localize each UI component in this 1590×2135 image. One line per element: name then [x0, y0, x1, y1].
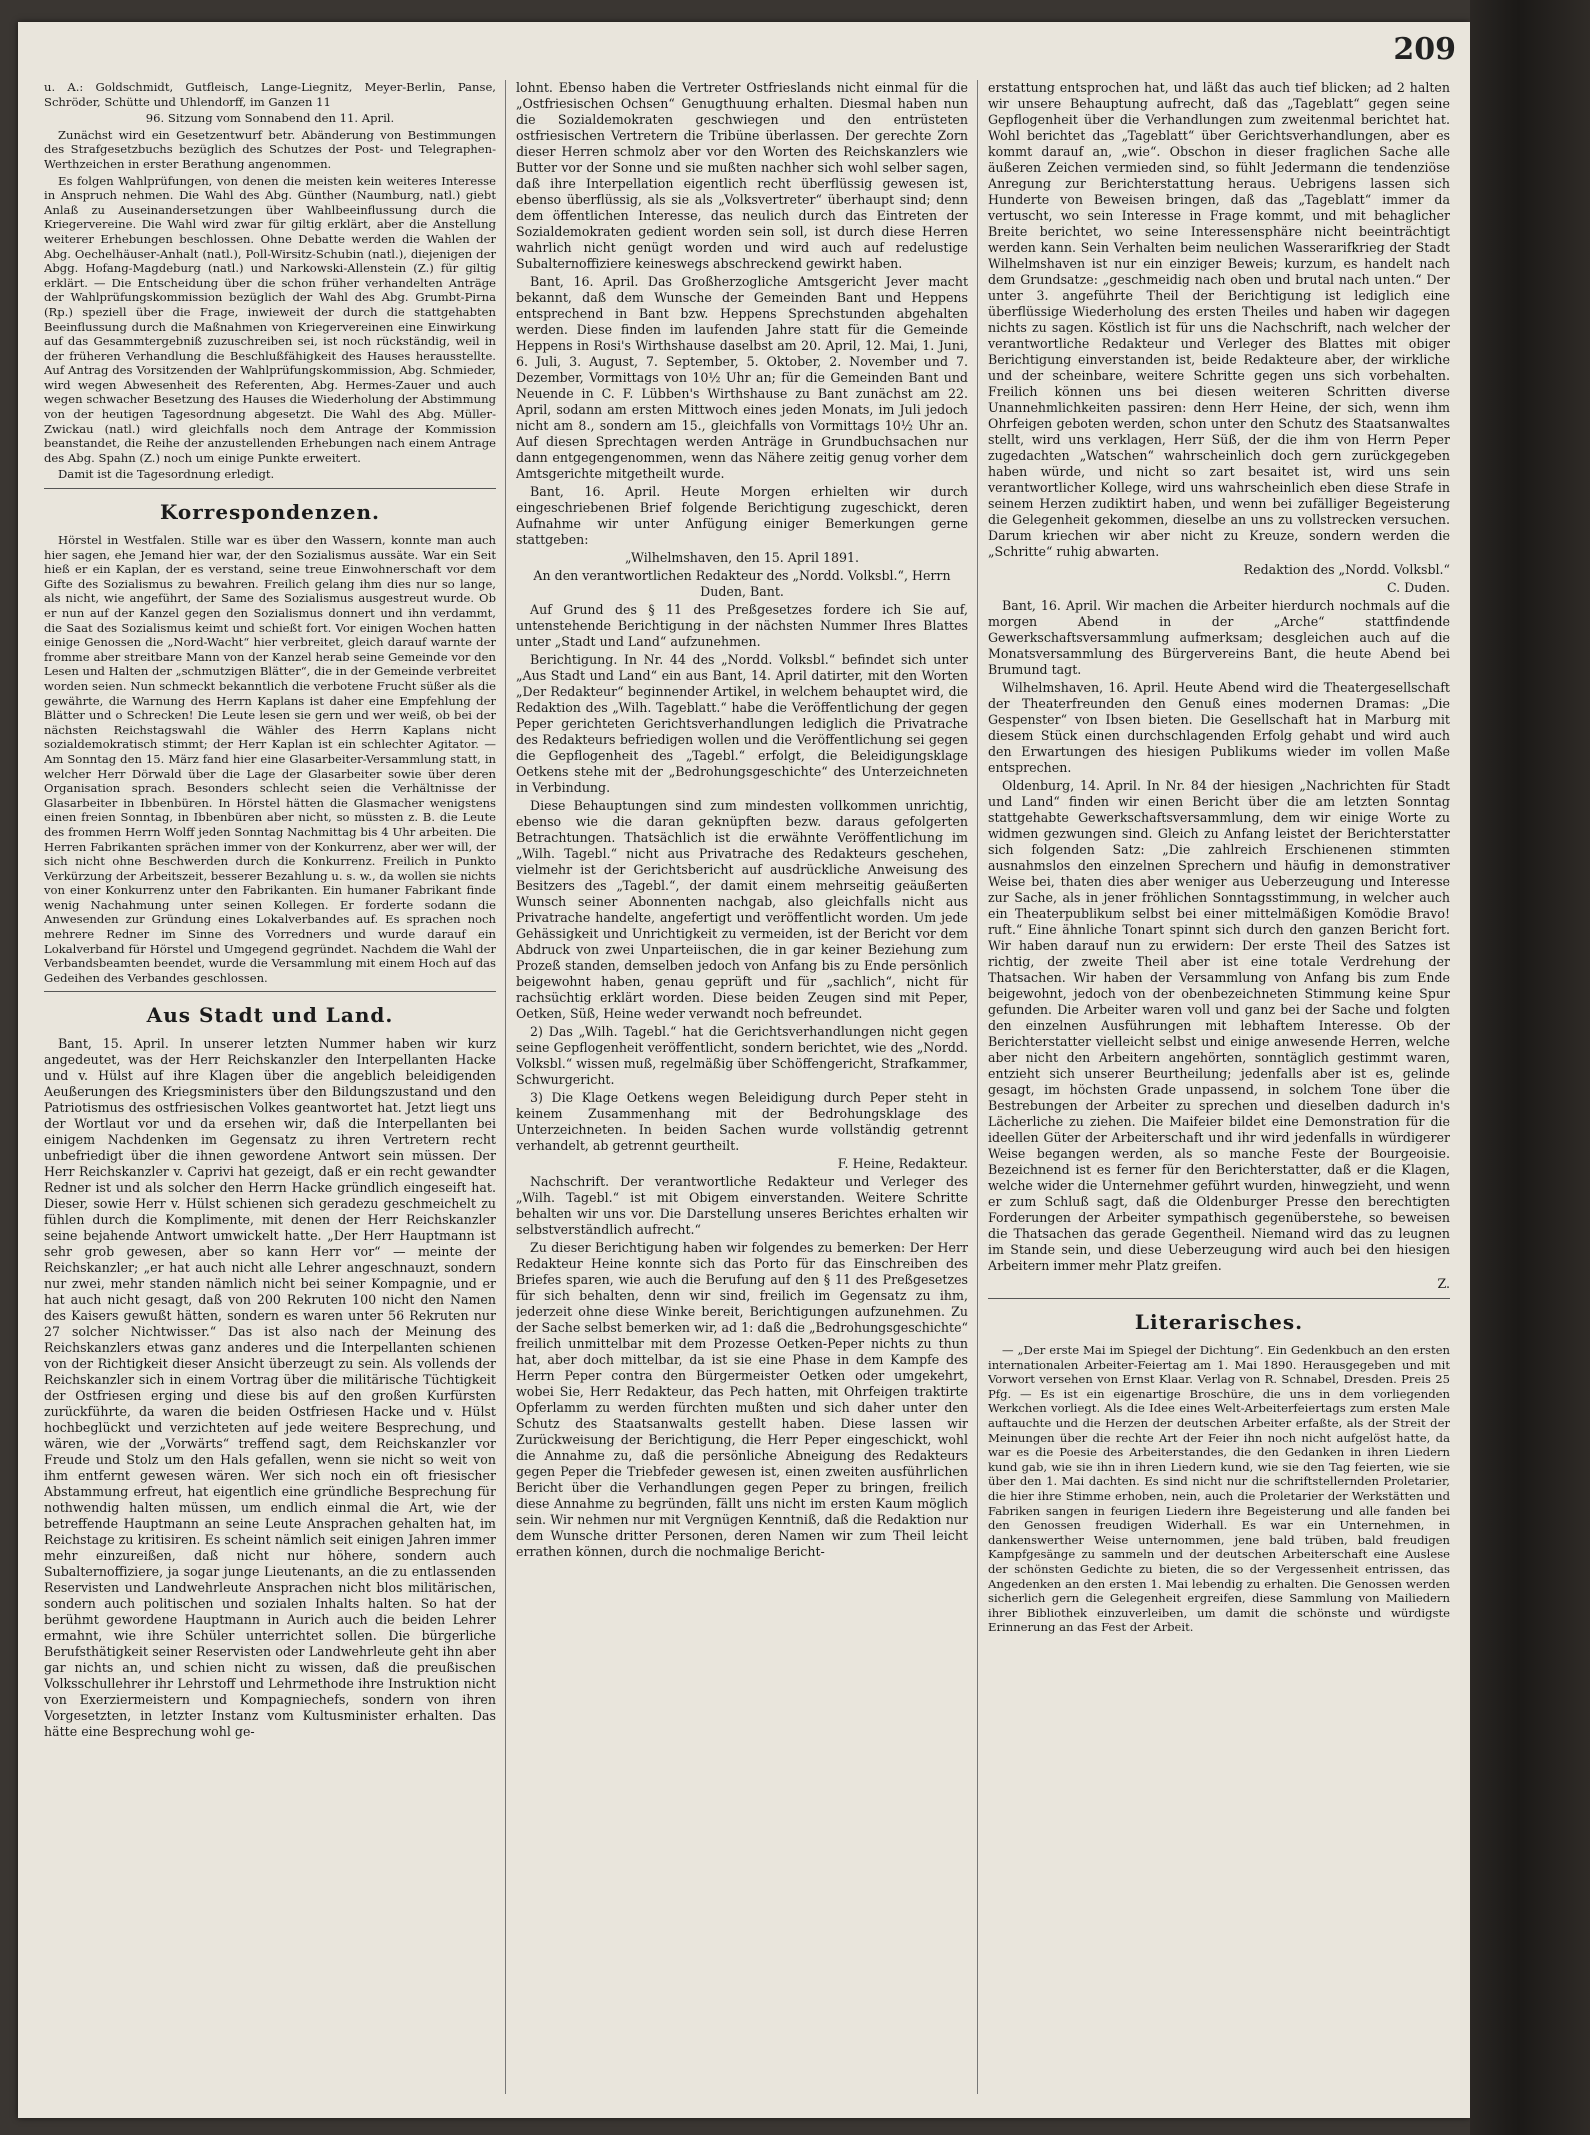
letter-paragraph: Auf Grund des § 11 des Preßgesetzes fordere ich Sie auf, untenstehende Berichtigung in der nächsten Nummer Ihres Blattes unter „Stadt und Land“ aufzunehmen.: [516, 602, 968, 649]
session-paragraph: Es folgen Wahlprüfungen, von denen die meisten kein weiteres Interesse in Anspruch nehmen. Die Wahl des Abg. Günther (Naumburg, natl.) giebt Anlaß zu Auseinandersetzungen über Wahlbeeinflussung durch die Kriegervereine. Die Wahl wird zwar für giltig erklärt, aber die Anstellung weiterer Erhebungen beschlossen. Ohne Debatte werden die Wahlen der Abg. Oechelhäuser-Anhalt (natl.), Poll-Wirsitz-Schubin (natl.), diejenigen der Abgg. Hofang-Magdeburg (natl.) und Narkowski-Allenstein (Z.) für giltig erklärt. — Die Entscheidung über die schon früher verhandelten Anträge der Wahlprüfungskommission bezüglich der Wahl des Abg. Grumbt-Pirna (Rp.) speziell über die Frage, inwieweit der durch die stattgehabten Beeinflussung durch die Maßnahmen von Kriegervereinen eine Einwirkung auf das Gesammtergebniß zuzuschreiben sei, ist noch rückständig, weil in der früheren Verhandlung die Beschlußfähigkeit des Hauses herausstellte. Auf Antrag des Vorsitzenden der Wahlprüfungskommission, Abg. Schmieder, wird wegen Abwesenheit des Referenten, Abg. Hermes-Zauer und auch wegen schwacher Besetzung des Hauses die Wiederholung der Abstimmung von der heutigen Tagesordnung abgesetzt. Die Wahl des Abg. Müller-Zwickau (natl.) wird gleichfalls noch dem Antrage der Kommission beanstandet, die Reihe der anzustellenden Erhebungen nach einem Antrage des Abg. Spahn (Z.) noch um einige Punkte erweitert.: [44, 173, 496, 465]
letter-signature: F. Heine, Redakteur.: [837, 1156, 968, 1171]
section-divider: [988, 1298, 1450, 1299]
section-divider: [44, 991, 496, 992]
reichstag-names: u. A.: Goldschmidt, Gutfleisch, Lange-Liegnitz, Meyer-Berlin, Panse, Schröder, Schütte und Uhlendorff, im Ganzen 11: [44, 80, 496, 109]
article-paragraph: Wilhelmshaven, 16. April. Heute Abend wird die Theatergesellschaft der Theaterfreunden den Genuß eines modernen Dramas: „Die Gespenster“ von Ibsen bieten. Die Gesellschaft hat in Marburg mit diesem Stück einen durchschlagenden Erfolg gehabt und wird auch den Erwartungen des hiesigen Publikums wieder im vollen Maße entsprechen.: [988, 680, 1450, 775]
page-number: 209: [1393, 32, 1456, 67]
column-3: [988, 80, 1450, 2094]
article-paragraph: — „Der erste Mai im Spiegel der Dichtung“. Ein Gedenkbuch an den ersten internationalen Arbeiter-Feiertag am 1. Mai 1890. Herausgegeben und mit Vorwort versehen von Ernst Klaar. Verlag von R. Schnabel, Dresden. Preis 25 Pfg. — Es ist ein eigenartige Broschüre, die uns in dem vorliegenden Werkchen vorliegt. Als die Idee eines Welt-Arbeiterfeiertags zum ersten Male auftauchte und die Herzen der deutschen Arbeiter erfaßte, als der Streit der Meinungen über die rechte Art der Feier ihn noch nicht aufgelöst hatte, da war es die Poesie des Arbeiterstandes, die den Gedanken in ihren Liedern kund gab, wie sie ihn in ihren Liedern kund, wie sie den Tag feierten, wie sie über den 1. Mai dachten. Es sind nicht nur die schriftstellernden Proletarier, die hier ihre Stimme erhoben, nein, auch die Proletarier der Werkstätten und Fabriken sangen in feurigen Liedern ihre Begeisterung und alle fanden bei den Genossen freudigen Widerhall. Es war ein Unternehmen, in dankenswerther Weise unternommen, jene bald trüben, bald freudigen Kampfgesänge zu sammeln und der deutschen Arbeiterschaft eine Auslese der schönsten Gedichte zu bieten, die so der Vergessenheit entrissen, das Angedenken an den ersten 1. Mai lebendig zu erhalten. Die Genossen werden sicherlich gern die Gelegenheit ergreifen, diese Sammlung von Mailiedern ihrer Bibliothek einzuverleiben, um damit die schönste und würdigste Erinnerung an das Fest der Arbeit.: [988, 1343, 1450, 1635]
letter-postscript: Nachschrift. Der verantwortliche Redakteur und Verleger des „Wilh. Tagebl.“ ist mit Obigem einverstanden. Weitere Schritte behalten wir uns vor. Die Darstellung unseres Berichtes erhalten wir selbstverständlich aufrecht.“: [516, 1174, 968, 1237]
article-paragraph: Zu dieser Berichtigung haben wir folgendes zu bemerken: Der Herr Redakteur Heine konnte sich das Porto für das Einschreiben des Briefes sparen, wie auch die Berufung auf den § 11 des Preßgesetzes für sich behalten, denn wir sind, freilich im Gegensatz zu ihm, jederzeit ohne diese Winke bereit, Berichtigungen aufzunehmen. Zu der Sache selbst bemerken wir, ad 1: daß die „Bedrohungsgeschichte“ freilich unmittelbar mit dem Prozesse Oetken-Peper nichts zu thun hat, aber doch mittelbar, da ist sie eine Phase in dem Kampfe des Herrn Peper contra den Bürgermeister Oetken oder umgekehrt, wobei Sie, Herr Redakteur, das Pech hatten, mit Ohrfeigen traktirte Opferlamm zu werden fürchten mußten und sich daher unter den Schutz des Staatsanwalts gestellt haben. Diese lassen wir Zurückweisung der Berichtigung, die Herr Peper eingeschickt, wohl die Annahme zu, daß die persönliche Abneigung des Redakteurs gegen Peper die Triebfeder gewesen ist, einen zweiten ausführlichen Bericht über die Verhandlungen gegen Peper zu bringen, freilich diese Annahme zu begründen, fällt uns nicht im ersten Kaum möglich sein. Wir nehmen nur mit Vergnügen Kenntniß, daß die Redaktion nur dem Wunsche dritter Personen, deren Namen wir zum Theil leicht errathen können, durch die nochmalige Bericht-: [516, 1240, 968, 1559]
article-paragraph: lohnt. Ebenso haben die Vertreter Ostfrieslands nicht einmal für die „Ostfriesischen Ochsen“ Genugthuung erhalten. Diesmal haben nun die Sozialdemokraten geschwiegen und den entrüsteten ostfriesischen Vertretern die Tribüne überlassen. Der gerechte Zorn dieser Herren schmolz aber vor den Worten des Reichskanzlers wie Butter vor der Sonne und sie mußten nachher sich wohl selber sagen, daß ihre Interpellation eigentlich recht überflüssig gewesen ist, ebenso überflüssig, als sie als „Volksvertreter“ überhaupt sind; denn dem öffentlichen Interesse, das neulich durch das Eintreten der Sozialdemokraten gedient worden sein soll, ist durch diese Herren wahrlich nicht genügt worden und wird auch auf redelustige Subalternoffiziere keineswegs abschreckend gewirkt haben.: [516, 80, 968, 271]
section-heading-aus-stadt-und-land: Aus Stadt und Land.: [146, 1003, 394, 1028]
section-heading-korrespondenzen: Korrespondenzen.: [159, 500, 381, 525]
letter-address: An den verantwortlichen Redakteur des „Nordd. Volksbl.“, Herrn Duden, Bant.: [533, 568, 951, 599]
letter-paragraph: 3) Die Klage Oetkens wegen Beleidigung durch Peper steht in keinem Zusammenhang mit der Bedrohungsklage des Unterzeichneten. In beiden Sachen wurde vollständig getrennt verhandelt, ab getrennt geurtheilt.: [516, 1090, 968, 1153]
article-paragraph: Bant, 15. April. In unserer letzten Nummer haben wir kurz angedeutet, was der Herr Reichskanzler den Interpellanten Hacke und v. Hülst auf ihre Klagen über die angeblich beleidigenden Aeußerungen des Kriegsministers über den Bildungszustand und den Patriotismus des ostfriesischen Volkes geantwortet hat. Jetzt liegt uns der Wortlaut vor und da ersehen wir, daß die Interpellanten bei einigem Nachdenken im Gegensatz zu ihren Vertretern recht unbefriedigt über die ihnen gewordene Antwort sein müssen. Der Herr Reichskanzler v. Caprivi hat gezeigt, daß er ein recht gewandter Redner ist und als solcher den Herrn Hacke gründlich eingeseift hat. Dieser, sowie Herr v. Hülst schienen sich geradezu geschmeichelt zu fühlen durch die Komplimente, mit denen der Herr Reichskanzler seine bejahende Antwort umwickelt hatte. „Der Herr Hauptmann ist sehr grob gewesen, aber so kann Herr vor“ — meinte der Reichskanzler; „er hat auch nicht alle Lehrer angeschnauzt, sondern nur zwei, mehr standen nämlich nicht bei seiner Kompagnie, und er hat auch nicht gesagt, daß von 200 Rekruten 100 nicht den Namen des Kaisers gewußt hätten, sondern es waren unter 56 Rekruten nur 27 solcher Nichtwisser.“ Das ist also nach der Meinung des Reichskanzlers etwas ganz anderes und die Interpellanten schienen von der Richtigkeit dieser Ansicht überzeugt zu sein. Als vollends der Reichskanzler sich in einem Vortrag über die militärische Tüchtigkeit der Ostfriesen erging und diese bis auf den großen Kurfürsten zurückführte, da waren die beiden Ostfriesen Hacke und v. Hülst hochbeglückt und verzichteten auf jede weitere Besprechung, und wären, wie der „Vorwärts“ treffend sagt, dem Reichskanzler vor Freude und Stolz um den Hals gefallen, wenn sie nicht so weit von ihm entfernt gewesen wären. Wer sich noch ein oft friesischer Abstammung erfreut, hat eigentlich eine gründliche Besprechung für nothwendig halten müssen, um endlich einmal die Art, wie der betreffende Hauptmann an seine Leute Ansprachen gehalten hat, im Reichstage zu kritisiren. Es scheint nämlich seit einigen Jahren immer mehr einzureißen, daß nicht nur höhere, sondern auch Subalternoffiziere, ja sogar junge Lieutenants, an die zu entlassenden Reservisten und Landwehrleute Ansprachen nicht blos militärischen, sondern auch politischen und sozialen Inhalts halten. So hat der berühmt gewordene Hauptmann in Aurich auch die beiden Lehrer ermahnt, wie ihre Schüler unterrichtet sollen. Die bürgerliche Berufsthätigkeit seiner Reservisten oder Landwehrleute geht ihn aber gar nichts an, und schien nicht zu wissen, daß die preußischen Volksschullehrer ihr Lehrstoff und Lehrmethode ihre Instruktion nicht von Exerziermeistern und Kompagniechefs, sondern von ihren Vorgesetzten, in letzter Instanz vom Kultusminister erhalten. Das hätte eine Besprechung wohl ge-: [44, 1036, 496, 1740]
article-paragraph: Bant, 16. April. Wir machen die Arbeiter hierdurch nochmals auf die morgen Abend in der „Arche“ stattfindende Gewerkschaftsversammlung aufmerksam; desgleichen auch auf die Monatsversammlung des Bürgervereins Bant, die heute Abend bei Brumund tagt.: [988, 598, 1450, 677]
letter-paragraph: Diese Behauptungen sind zum mindesten vollkommen unrichtig, ebenso wie die daran geknüpften bezw. daraus gefolgerten Betrachtungen. Thatsächlich ist die erwähnte Veröffentlichung im „Wilh. Tagebl.“ nicht aus Privatrache des Redakteurs geschehen, vielmehr ist der Gerichtsbericht auf ausdrückliche Anweisung des Besitzers des „Tagebl.“, der damit einem mehrseitig geäußerten Wunsch seiner Abonnenten nachgab, also gleichfalls nicht aus Privatrache handelte, angefertigt und veröffentlicht worden. Um jede Gehässigkeit und Unrichtigkeit zu vermeiden, ist der Bericht vor dem Abdruck von zwei Unparteiischen, die in gar keiner Beziehung zum Prozeß standen, demselben jedoch von Anfang bis zu Ende persönlich beigewohnt haben, genau geprüft und für „sachlich“, nicht für rachsüchtig erklärt worden. Diese beiden Zeugen sind mit Peper, Oetken, Süß, Heine weder verwandt noch befreundet.: [516, 798, 968, 1021]
letter-paragraph: 2) Das „Wilh. Tagebl.“ hat die Gerichtsverhandlungen nicht gegen seine Gepflogenheit veröffentlicht, sondern berichtet, wie des „Nordd. Volksbl.“ wissen muß, regelmäßig über Schöffengericht, Strafkammer, Schwurgericht.: [516, 1024, 968, 1087]
article-paragraph: erstattung entsprochen hat, und läßt das auch tief blicken; ad 2 halten wir unsere Behauptung aufrecht, daß das „Tageblatt“ gegen seine Gepflogenheit über die Verhandlungen zum zweitenmal berichtet hat. Wohl berichtet das „Tageblatt“ über Gerichtsverhandlungen, aber es kommt darauf an, „wie“. Obschon in dieser fraglichen Sache alle äußeren Zeichen vermieden sind, so fühlt Jedermann die tendenziöse Anregung zur Berichterstattung heraus. Uebrigens lassen sich Hunderte von Beweisen bringen, daß das „Tageblatt“ immer da vertuscht, wo sein Interesse in Frage kommt, und mit behaglicher Breite berichtet, wo seine Interessensphäre nicht beeinträchtigt werden kann. Sein Verhalten beim neulichen Wasserarifkrieg der Stadt Wilhelmshaven ist nur ein einziger Beweis; kurzum, es handelt nach dem Grundsatze: „geschmeidig nach oben und brutal nach unten.“ Der unter 3. angeführte Theil der Berichtigung ist lediglich eine überflüssige Wiederholung des ersten Theiles und haben wir dagegen nichts zu sagen. Köstlich ist für uns die Nachschrift, nach welcher der verantwortliche Redakteur und Verleger des Blattes mit obiger Berichtigung einverstanden ist, beide Redakteure aber, der wirkliche und der scheinbare, weitere Schritte gegen uns sich vorbehalten. Freilich können uns bei diesen weiteren Schritten diverse Unannehmlichkeiten passiren: denn Herr Heine, der sich, wenn ihm Ohrfeigen geboten werden, schon unter den Schutz des Staatsanwaltes stellt, wird uns verklagen, Herr Süß, der die ihm von Herrn Peper zugedachten „Watschen“ wahrscheinlich doch gern zurückgegeben haben würde, und nicht so zart besaitet ist, wird uns sein verantwortlicher Kollege, wird uns wahrscheinlich eben diese Strafe in seinem Herzen zudiktirt haben, und wenn bei zufälliger Begeisterung die Gelegenheit gekommen, dieselbe an uns zu vollstrecken versuchen. Darum kriechen wir aber nicht zu Kreuze, sondern werden die „Schritte“ ruhig abwarten.: [988, 80, 1450, 559]
editorial-signature-name: C. Duden.: [1386, 580, 1450, 595]
book-spine: [1470, 0, 1590, 2135]
article-paragraph: Oldenburg, 14. April. In Nr. 84 der hiesigen „Nachrichten für Stadt und Land“ finden wir einen Bericht über die am letzten Sonntag stattgehabte Gewerkschaftsversammlung, dem wir einige Worte zu widmen gezwungen sind. Gleich zu Anfang leistet der Berichterstatter sich folgenden Satz: „Die zahlreich Erschienenen stimmten ausnahmslos den einzelnen Sprechern und häufig in demonstrativer Weise bei, thaten dies aber weniger aus Ueberzeugung und Interesse zur Sache, als in jener fröhlichen Sonntagsstimmung, in welcher auch ein Theaterpublikum selbst bei einer mittelmäßigen Komödie Bravo! ruft.“ Eine ähnliche Tonart spinnt sich durch den ganzen Bericht fort. Wir haben darauf nun zu erwidern: Der erste Theil des Satzes ist richtig, der zweite Theil aber ist eine totale Verdrehung der Thatsachen. Wir haben der Versammlung von Anfang bis zum Ende beigewohnt, jedoch von der obenbezeichneten Stimmung keine Spur gefunden. Die Arbeiter waren voll und ganz bei der Sache und folgten den einzelnen Ausführungen mit lebhaftem Interesse. Ob der Berichterstatter vielleicht selbst und einige anwesende Herren, welche aber nicht den Arbeitern angehörten, sonntäglich gestimmt waren, entzieht sich unserer Beurtheilung; jedenfalls aber ist es, gelinde gesagt, im höchsten Grade unpassend, in solchem Tone über die Bestrebungen der Arbeiter zu sprechen und dieselben dadurch in's Lächerliche zu ziehen. Die Maifeier bildet eine Demonstration für die ideellen Güter der Arbeiterschaft und ihr wird jedenfalls in würdigerer Weise begangen werden, als so manche Feste der Bourgeoisie. Bezeichnend ist es ferner für den Berichterstatter, daß er die Klagen, welche wider die Unternehmer geführt wurden, hinwegzieht, und wenn er zum Schluß sagt, daß die Oldenburger Presse den berechtigten Forderungen der Arbeiter sympathisch gegenüberstehe, so beweisen die Thatsachen das gerade Gegentheil. Niemand wird das zu leugnen im Stande sein, und diese Ueberzeugung wird auch bei den hiesigen Arbeitern immer mehr Platz greifen.: [988, 778, 1450, 1273]
article-signature: Z.: [1437, 1276, 1450, 1291]
letter-date: „Wilhelmshaven, den 15. April 1891.: [624, 550, 860, 565]
article-paragraph: Bant, 16. April. Heute Morgen erhielten wir durch eingeschriebenen Brief folgende Berichtigung zugeschickt, deren Aufnahme wir unter Anfügung einiger Bemerkungen gerne stattgeben:: [516, 484, 968, 547]
session-paragraph: Damit ist die Tagesordnung erledigt.: [58, 467, 275, 482]
column-rule-1: [505, 80, 506, 2094]
article-paragraph: Bant, 16. April. Das Großherzogliche Amtsgericht Jever macht bekannt, daß dem Wunsche der Gemeinden Bant und Heppens entsprechend in Bant bzw. Heppens Sprechstunden abgehalten werden. Diese finden im laufenden Jahre statt für die Gemeinde Heppens in Rosi's Wirthshause daselbst am 20. April, 12. Mai, 1. Juni, 6. Juli, 3. August, 7. September, 5. Oktober, 2. November und 7. Dezember, Vormittags von 10½ Uhr an; für die Gemeinden Bant und Neuende in C. F. Lübben's Wirthshause zu Bant zunächst am 22. April, sodann am ersten Mittwoch eines jeden Monats, im Juli jedoch nicht am 8., sondern am 15., gleichfalls von Vormittags 10½ Uhr an. Auf diesen Sprechtagen werden Anträge in Grundbuchsachen nur dann entgegengenommen, wenn das Nähere zeitig genug vorher dem Amtsgerichte mitgetheilt wurde.: [516, 274, 968, 481]
article-paragraph: Hörstel in Westfalen. Stille war es über den Wassern, konnte man auch hier sagen, ehe Jemand hier war, der den Sozialismus aussäte. War ein Seit hieß er ein Kaplan, der es verstand, seine treue Einwohnerschaft vor dem Gifte des Sozialismus zu bewahren. Freilich gelang ihm dies nur so lange, als nicht, wie angeführt, der Same des Sozialismus ausgestreut wurde. Ob er nun auf der Kanzel gegen den Sozialismus donnert und ihn verdammt, die Saat des Sozialismus keimt und schießt fort. Vor einigen Wochen hatten einige Genossen die „Nord-Wacht“ hier verbreitet, gleich darauf warnte der fromme aber streitbare Mann von der Kanzel herab seine Gemeinde vor den Lesen und Halten der „schmutzigen Blätter“, die in der Gemeinde verbreitet worden seien. Nun schmeckt bekanntlich die verbotene Frucht süßer als die gewährte, die Warnung des Herrn Kaplans ist daher eine Empfehlung der Blätter und o Schrecken! Die Leute lesen sie gern und wer weiß, ob bei der nächsten Reichstagswahl die Wähler des Herrn Kaplans nicht sozialdemokratisch stimmt; der Herr Kaplan ist ein schlechter Agitator. — Am Sonntag den 15. März fand hier eine Glasarbeiter-Versammlung statt, in welcher Herr Dörwald über die Lage der Glasarbeiter sowie über deren Organisation sprach. Besonders schlecht seien die Verhältnisse der Glasarbeiter in Ibbenbüren. In Hörstel hätten die Glasmacher wenigstens einen freien Sonntag, in Ibbenbüren aber nicht, so müssten z. B. die Leute des frommen Herrn Wolff jeden Sonntag Nachmittag bis 4 Uhr arbeiten. Die Herren Fabrikanten sprächen immer von der Konkurrenz, aber wer will, der sich nicht ohne Beschwerden durch die Konkurrenz. Freilich in Punkto Verkürzung der Arbeitszeit, besserer Bezahlung u. s. w., da wollen sie nichts von einer Konkurrenz unter den Fabrikanten. Ein humaner Fabrikant finde wenig Nachahmung unter seinen Kollegen. Er forderte sodann die Anwesenden zur Gründung eines Lokalverbandes auf. Es sprachen noch mehrere Redner im Sinne des Vorredners und wurde darauf ein Lokalverband für Hörstel und Umgegend gegründet. Nachdem die Wahl der Verbandsbeamten beendet, wurde die Versammlung mit einem Hoch auf das Gedeihen des Verbandes geschlossen.: [44, 533, 496, 985]
section-divider: [44, 488, 496, 489]
letter-paragraph: Berichtigung. In Nr. 44 des „Nordd. Volksbl.“ befindet sich unter „Aus Stadt und Land“ ein aus Bant, 14. April datirter, mit den Worten „Der Redakteur“ beginnender Artikel, in welchem behauptet wird, die Redaktion des „Wilh. Tageblatt.“ habe die Veröffentlichung der gegen Peper gerichteten Gerichtsverhandlungen lediglich die Privatrache des Redakteurs befriedigen wollen und die Veröffentlichung sei gegen die Gepflogenheit des „Tagebl.“ erfolgt, die Beleidigungsklage Oetkens stehe mit der „Bedrohungsgeschichte“ des Unterzeichneten in Verbindung.: [516, 652, 968, 795]
newspaper-page: [18, 22, 1470, 2118]
section-heading-literarisches: Literarisches.: [1134, 1310, 1304, 1334]
editorial-signature: Redaktion des „Nordd. Volksbl.“: [1243, 562, 1450, 577]
session-paragraph: Zunächst wird ein Gesetzentwurf betr. Abänderung von Bestimmungen des Strafgesetzbuchs bezüglich des Schutzes der Post- und Telegraphen-Werthzeichen in erster Berathung angenommen.: [44, 127, 496, 171]
column-1: [44, 80, 496, 2094]
column-2: [516, 80, 968, 2094]
session-title: 96. Sitzung vom Sonnabend den 11. April.: [145, 111, 395, 126]
column-rule-2: [977, 80, 978, 2094]
